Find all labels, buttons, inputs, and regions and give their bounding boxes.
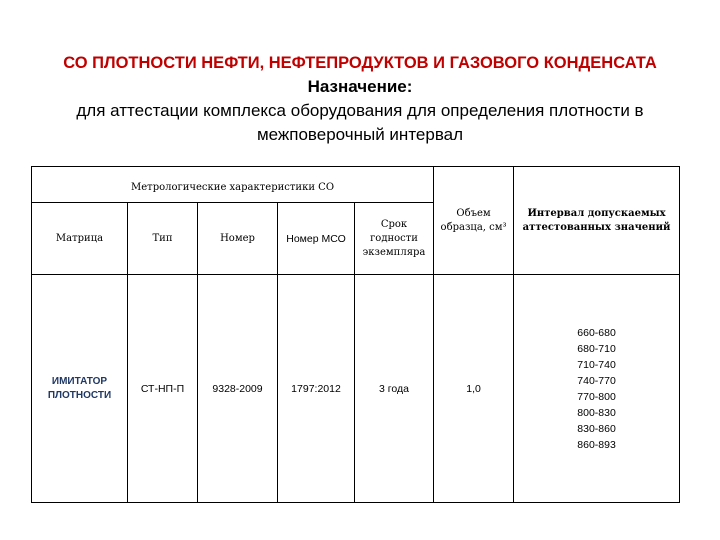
purpose-label: Назначение:	[307, 77, 413, 96]
col-header-volume: Объем образца, см³	[440, 207, 507, 233]
interval-header-cell	[514, 167, 680, 275]
interval-value: 860-893	[577, 438, 616, 451]
cell-matrix: ИМИТАТОР ПЛОТНОСТИ	[32, 275, 128, 503]
cell-type: СТ-НП-П	[128, 275, 198, 503]
cell-number: 9328-2009	[198, 275, 278, 503]
interval-value: 740-770	[577, 374, 616, 387]
col-header-mso-number: Номер МСО	[278, 203, 355, 275]
interval-value: 770-800	[577, 390, 616, 403]
interval-value: 830-860	[577, 422, 616, 435]
cell-shelf-life: 3 года	[355, 275, 434, 503]
interval-value: 680-710	[577, 342, 616, 355]
page-title: СО ПЛОТНОСТИ НЕФТИ, НЕФТЕПРОДУКТОВ И ГАЗОВОГО КОНДЕНСАТА	[63, 54, 657, 72]
col-header-number: Номер	[198, 203, 278, 275]
purpose-text-line1: для аттестации комплекса оборудования для определения плотности в	[76, 101, 644, 120]
interval-value: 800-830	[577, 406, 616, 419]
cell-intervals	[514, 275, 680, 503]
table-row	[32, 275, 680, 503]
col-header-interval: Интервал допускаемых аттестованных значений	[522, 207, 671, 233]
cell-mso-number: 1797:2012	[278, 275, 355, 503]
group-header-cell	[32, 167, 434, 203]
group-header: Метрологические характеристики СО	[131, 182, 335, 193]
purpose-text-line2: межповерочный интервал	[256, 125, 464, 144]
characteristics-table	[31, 166, 680, 503]
col-header-shelf-life: Срок годности экземпляра	[355, 203, 434, 275]
cell-volume: 1,0	[434, 275, 514, 503]
volume-header-cell	[434, 167, 514, 275]
col-header-type: Тип	[128, 203, 198, 275]
col-header-matrix: Матрица	[32, 203, 128, 275]
interval-value: 660-680	[577, 326, 616, 339]
interval-value: 710-740	[577, 358, 616, 371]
